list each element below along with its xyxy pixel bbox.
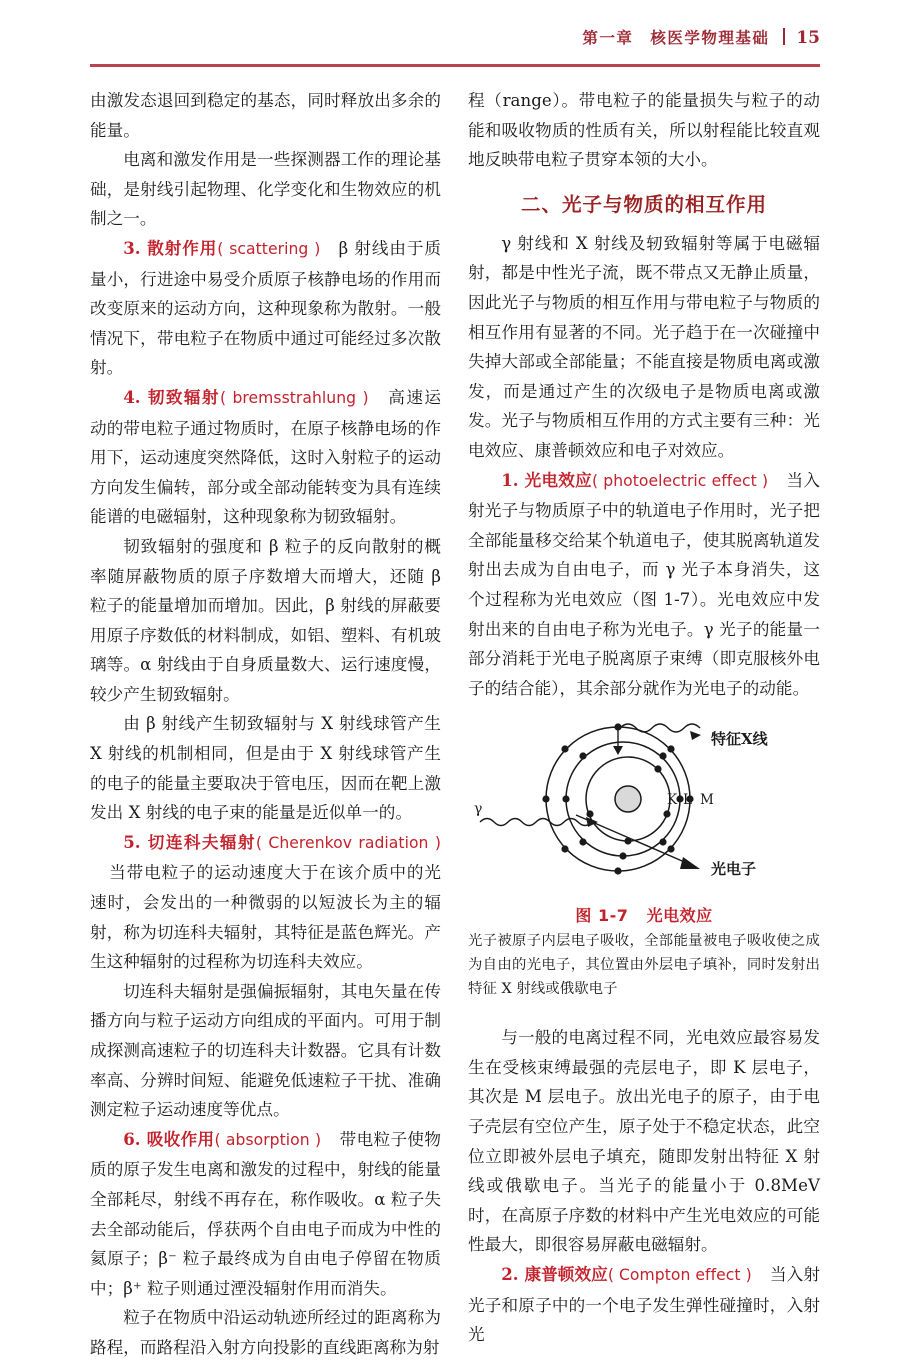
header-divider bbox=[783, 28, 785, 45]
paragraph: 由 β 射线产生韧致辐射与 X 射线球管产生 X 射线的机制相同，但是由于 X 射线球管产生的电子的能量主要取决于管电压，因而在靶上激发出 X 射线的电子束的能量是近似单一的。 bbox=[90, 714, 441, 823]
figure-title: 光电效应 bbox=[646, 906, 713, 926]
shell-label-l: L bbox=[683, 792, 692, 809]
term-label-cn: 5. 切连科夫辐射 bbox=[123, 831, 256, 852]
photoelectron-arrow bbox=[576, 815, 700, 869]
header-chapter-title: 第一章 核医学物理基础 bbox=[582, 28, 770, 47]
left-column bbox=[90, 86, 441, 1357]
numbered-term-paragraph bbox=[468, 1260, 820, 1350]
term-label-en: ( scattering ) bbox=[217, 239, 321, 258]
body-columns bbox=[90, 86, 820, 1357]
paragraph: 切连科夫辐射是强偏振辐射，其电矢量在传播方向与粒子运动方向组成的平面内。可用于制成探测高速粒子的切连科夫计数器。它具有计数率高、分辨时间短、能避免低速粒子干扰、准确测定粒子运动速度等优点。 bbox=[90, 981, 441, 1120]
incident-gamma-ray bbox=[480, 817, 598, 827]
term-body: 带电粒子使物质的原子发生电离和激发的过程中，射线的能量全部耗尽，射线不再存在，称作吸收。α 粒子失去全部动能后，俘获两个自由电子而成为中性的氦原子；β⁻ 粒子最终成为自由电子停留在物质中；β⁺ 粒子则通过湮没辐射作用而消失。 bbox=[90, 1129, 441, 1298]
figure-1-7 bbox=[468, 719, 820, 1001]
nucleus bbox=[615, 786, 641, 812]
paragraph: 电离和激发作用是一些探测器工作的理论基础，是射线引起物理、化学变化和生物效应的机制之一。 bbox=[90, 150, 441, 229]
term-label-cn: 3. 散射作用 bbox=[123, 237, 218, 258]
paragraph: 与一般的电离过程不同，光电效应最容易发生在受核束缚最强的壳层电子，即 K 层电子，其次是 M 层电子。放出光电子的原子，由于电子壳层有空位产生，原子处于不稳定状态，此空位立即被外层电子填充，随即发射出特征 X 射线或俄歇电子。当光子的能量小于 0.8MeV 时，在高原子序数的材料中产生光电效应的可能性最大，即很容易屏蔽电磁辐射。 bbox=[468, 1028, 820, 1255]
header-rule bbox=[90, 64, 820, 67]
paragraph: 韧致辐射的强度和 β 粒子的反向散射的概率随屏蔽物质的原子序数增大而增大，还随 β 粒子的能量增加而增加。因此，β 射线的屏蔽要用原子序数低的材料制成，如铝、塑料、有机玻璃等。α 射线由于自身质量数大、运行速度慢，较少产生韧致辐射。 bbox=[90, 536, 441, 704]
photoelectric-effect-diagram bbox=[468, 719, 820, 901]
term-body: 当入射光子与物质原子中的轨道电子作用时，光子把全部能量移交给某个轨道电子，使其脱离轨道发射出去成为自由电子，而 γ 光子本身消失，这个过程称为光电效应（图 1-7）。光电效应中发射出来的自由电子称为光电子。γ 光子的能量一部分消耗于光电子脱离原子束缚（即克服核外电子的结合能），其余部分就作为光电子的动能。 bbox=[468, 470, 820, 698]
term-body: 当带电粒子的运动速度大于在该介质中的光速时，会发出的一种微弱的以短波长为主的辐射，称为切连科夫辐射，其特征是蓝色辉光。产生这种辐射的过程称为切连科夫效应。 bbox=[90, 863, 441, 972]
term-label-en: ( Cherenkov radiation ) bbox=[255, 833, 441, 852]
numbered-term-paragraph bbox=[90, 383, 441, 532]
shell-label-m: M bbox=[700, 792, 714, 809]
characteristic-xray-ray bbox=[620, 724, 701, 740]
gamma-label: γ bbox=[474, 801, 483, 818]
term-label-en: ( Compton effect ) bbox=[607, 1266, 752, 1285]
term-label-en: ( absorption ) bbox=[214, 1130, 322, 1149]
shell-label-k: K bbox=[667, 792, 678, 809]
term-label-cn: 6. 吸收作用 bbox=[123, 1128, 215, 1149]
figure-caption bbox=[468, 903, 820, 926]
page-number: 15 bbox=[796, 28, 820, 48]
figure-note: 光子被原子内层电子吸收，全部能量被电子吸收使之成为自由的光电子，其位置由外层电子填补，同时发射出特征 X 射线或俄歇电子 bbox=[468, 933, 820, 998]
numbered-term-paragraph bbox=[90, 828, 441, 977]
numbered-term-paragraph bbox=[90, 1125, 441, 1304]
numbered-term-paragraph bbox=[468, 466, 820, 704]
section-heading: 二、光子与物质的相互作用 bbox=[520, 192, 767, 216]
term-label-cn: 4. 韧致辐射 bbox=[123, 386, 220, 407]
right-column bbox=[468, 86, 820, 1345]
term-body: 高速运动的带电粒子通过物质时，在原子核静电场的作用下，运动速度突然降低，这时入射粒子的运动方向发生偏转，部分或全部动能转变为具有连续能谱的电磁辐射，这种现象称为韧致辐射。 bbox=[90, 387, 441, 527]
term-body: 当入射光子和原子中的一个电子发生弹性碰撞时，入射光 bbox=[468, 1265, 820, 1345]
term-label-en: ( bremsstrahlung ) bbox=[219, 388, 369, 407]
paragraph: γ 射线和 X 射线及轫致辐射等属于电磁辐射，都是中性光子流，既不带点又无静止质量，因此光子与物质的相互作用与带电粒子与物质的相互作用有显著的不同。光子趋于在一次碰撞中失掉大部或全部能量；不能直接是物质电离或激发，而是通过产生的次级电子是物质电离或激发。光子与物质相互作用的方式主要有三种：光电效应、康普顿效应和电子对效应。 bbox=[468, 233, 820, 460]
figure-number: 图 1-7 bbox=[575, 906, 629, 926]
term-body: β 射线由于质量小，行进途中易受介质原子核静电场的作用而改变原来的运动方向，这种现象称为散射。一般情况下，带电粒子在物质中通过可能经过多次散射。 bbox=[90, 238, 441, 378]
term-label-cn: 2. 康普顿效应 bbox=[501, 1264, 608, 1285]
term-label-en: ( photoelectric effect ) bbox=[591, 471, 769, 490]
paragraph: 程（range）。带电粒子的能量损失与粒子的动能和吸收物质的性质有关，所以射程能比较直观地反映带电粒子贯穿本领的大小。 bbox=[468, 91, 820, 170]
term-label-cn: 1. 光电效应 bbox=[501, 469, 592, 490]
running-header bbox=[90, 26, 820, 66]
paragraph: 粒子在物质中沿运动轨迹所经过的距离称为路程，而路程沿入射方向投影的直线距离称为射 bbox=[90, 1308, 441, 1357]
numbered-term-paragraph bbox=[90, 234, 441, 383]
paragraph: 由激发态退回到稳定的基态，同时释放出多余的能量。 bbox=[90, 91, 441, 140]
characteristic-xray-label: 特征X线 bbox=[711, 730, 768, 749]
photoelectron-label: 光电子 bbox=[711, 860, 757, 879]
